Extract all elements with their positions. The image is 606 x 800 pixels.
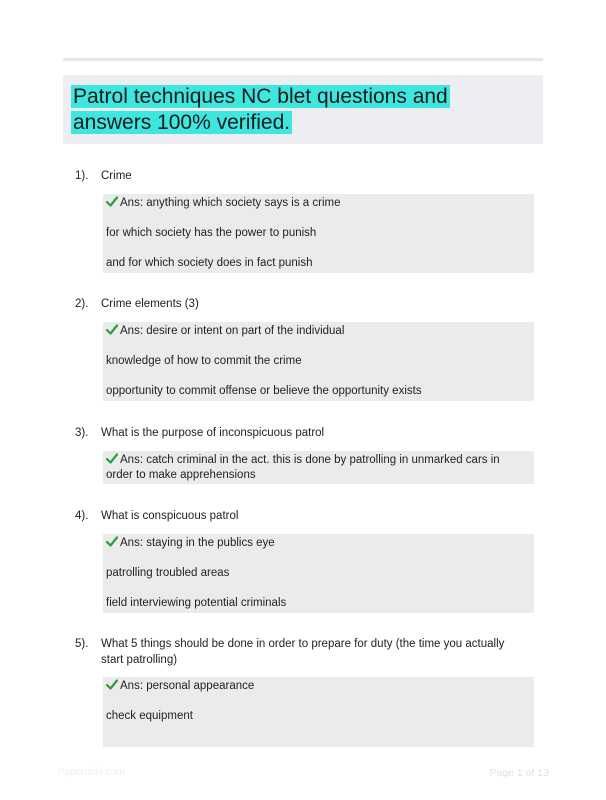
answer-line: for which society has the power to punish [106, 227, 317, 239]
question-number: 1). [75, 170, 89, 182]
check-icon [106, 679, 118, 690]
check-icon [106, 196, 118, 207]
page-number: Page 1 of 13 [489, 767, 549, 779]
answer-line: field interviewing potential criminals [106, 597, 287, 609]
top-rule [63, 58, 543, 61]
question-text: Crime elements (3) [101, 298, 199, 310]
document-title-text: Patrol techniques NC blet questions and answers 100% verified. [73, 85, 448, 134]
answer-text: Ans: personal appearance [120, 680, 255, 692]
question-text: Crime [101, 170, 132, 182]
question-text: What is conspicuous patrol [101, 510, 239, 522]
answer-box [103, 677, 534, 747]
answer-text: Ans: desire or intent on part of the individual [120, 325, 345, 337]
check-icon [106, 324, 118, 335]
answer-box [103, 194, 534, 273]
answer-line: opportunity to commit offense or believe the opportunity exists [106, 385, 422, 397]
answer-line: and for which society does in fact punish [106, 257, 313, 269]
answer-box [103, 534, 534, 613]
question-number: 4). [75, 510, 89, 522]
question-number: 2). [75, 298, 89, 310]
answer-text: Ans: anything which society says is a crime [120, 197, 341, 209]
answer-line [106, 453, 526, 483]
question-text: What is the purpose of inconspicuous patrol [101, 427, 325, 439]
document-title [71, 84, 471, 136]
question-text: What 5 things should be done in order to prepare for duty (the time you actually start patrolling) [101, 638, 505, 666]
answer-box [103, 322, 534, 401]
check-icon [106, 536, 118, 547]
answer-text: Ans: staying in the publics eye [120, 537, 275, 549]
check-icon [106, 453, 118, 464]
answer-line: check equipment [106, 710, 193, 722]
footer-watermark: Papertible.com [58, 767, 125, 778]
answer-text: Ans: catch criminal in the act. this is done by patrolling in unmarked cars in order to make apprehensions [106, 454, 500, 481]
answer-line [106, 324, 526, 339]
answer-box [103, 451, 534, 484]
question-number: 3). [75, 427, 89, 439]
answer-line [106, 536, 526, 551]
answer-line [106, 196, 526, 211]
question-number: 5). [75, 638, 89, 650]
answer-line [106, 679, 526, 694]
answer-line: patrolling troubled areas [106, 567, 230, 579]
answer-line: knowledge of how to commit the crime [106, 355, 302, 367]
